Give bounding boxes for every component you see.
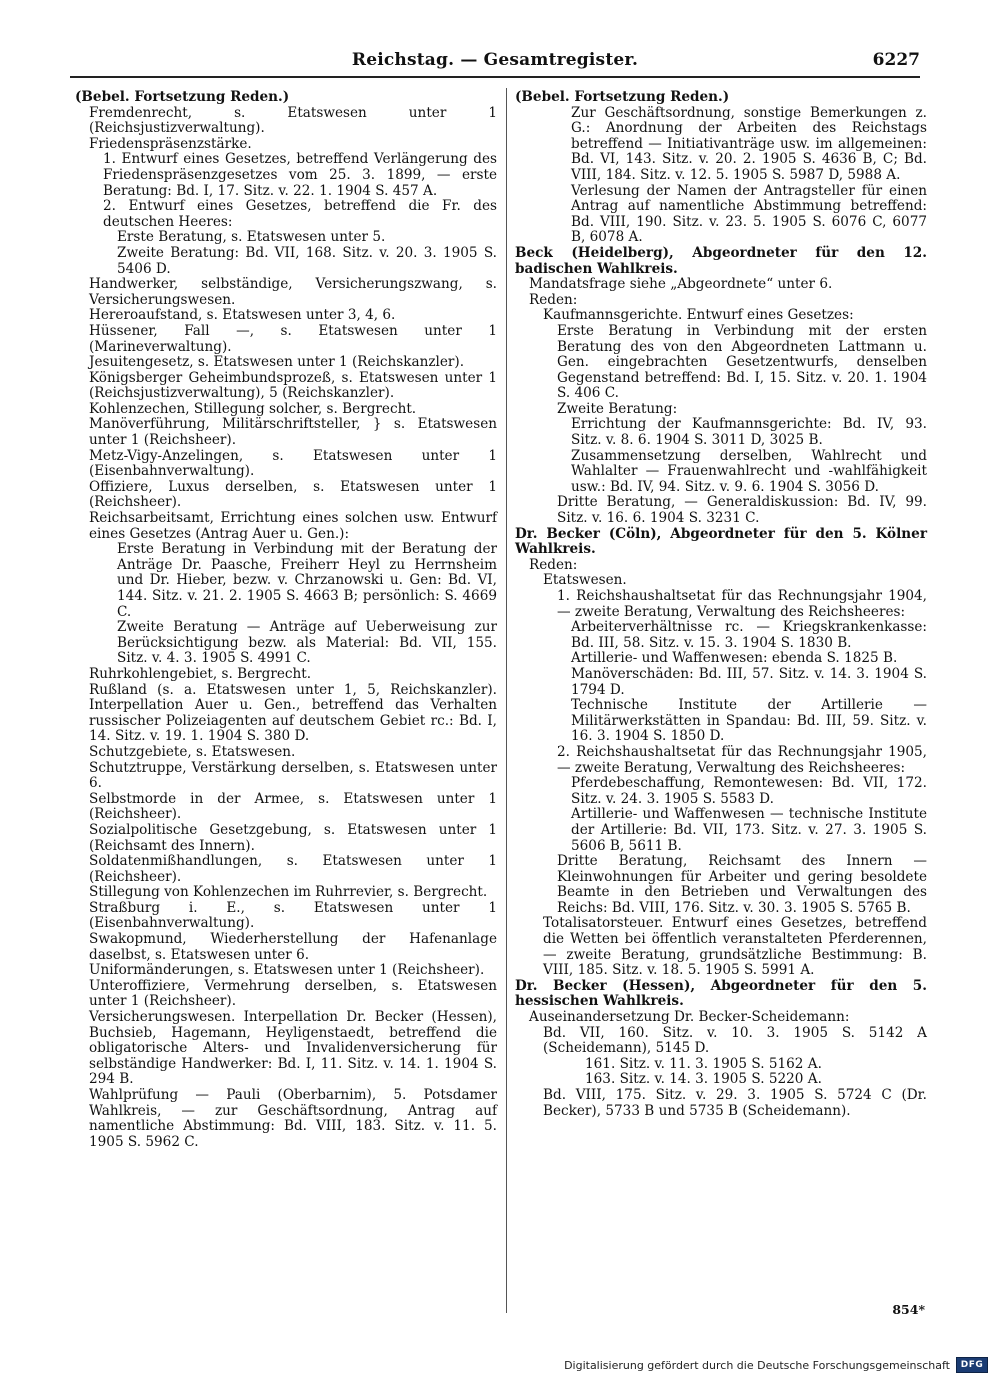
index-entry: Totalisatorsteuer. Entwurf eines Gesetzes, betreffend die Wetten bei öffentlich veranstalteten Pferderennen, — zweite Beratung, grundsätzliche Bestimmung: B. VIII, 185. Sitz. v. 18. 5. 1905 S. 5991 A. [543,915,927,979]
index-entry: 163. Sitz. v. 14. 3. 1905 S. 5220 A. [585,1071,822,1088]
index-entry: (Bebel. Fortsetzung Reden.) [75,89,290,105]
index-entry: Bd. VII, 160. Sitz. v. 10. 3. 1905 S. 5142 A (Scheidemann), 5145 D. [543,1024,927,1057]
index-entry: (Bebel. Fortsetzung Reden.) [515,89,730,105]
index-entry: Stillegung von Kohlenzechen im Ruhrrevier, s. Bergrecht. [89,884,488,901]
index-entry: Ruhrkohlengebiet, s. Bergrecht. [89,665,312,682]
page-number: 6227 [872,50,920,70]
index-entry: Pferdebeschaffung, Remontewesen: Bd. VII, 172. Sitz. v. 24. 3. 1905 S. 5583 D. [571,775,927,807]
index-entry: Uniformänderungen, s. Etatswesen unter 1 (Reichsheer). [89,962,485,979]
index-entry: Errichtung der Kaufmannsgerichte: Bd. IV, 93. Sitz. v. 8. 6. 1904 S. 3011 D, 3025 B. [571,416,927,449]
index-entry: Dr. Becker (Cöln), Abgeordneter für den 5. Kölner Wahlkreis. [515,525,927,558]
index-entry: Königsberger Geheimbundsprozeß, s. Etatswesen unter 1 (Reichsjustizverwaltung), 5 (Reichskanzler). [89,369,497,402]
index-entry: Kaufmannsgerichte. Entwurf eines Gesetzes: [543,307,854,324]
index-entry: Manöverführung, Militärschriftsteller, } s. Etatswesen unter 1 (Reichsheer). [89,416,497,449]
running-title: Reichstag. — Gesamtregister. [351,50,639,70]
index-entry: Artillerie- und Waffenwesen — technische Institute der Artillerie: Bd. VII, 173. Sitz. v. 27. 3. 1905 S. 5606 B, 5611 B. [571,806,927,854]
index-entry: 2. Entwurf eines Gesetzes, betreffend die Fr. des deutschen Heeres: [103,198,497,230]
index-entry: Handwerker, selbständige, Versicherungszwang, s. Versicherungswesen. [89,276,497,308]
index-entry: Artillerie- und Waffenwesen: ebenda S. 1825 B. [571,650,898,667]
index-entry: Metz-Vigy-Anzelingen, s. Etatswesen unter 1 (Eisenbahnverwaltung). [89,447,497,480]
index-entry: Kohlenzechen, Stillegung solcher, s. Bergrecht. [89,400,417,417]
index-entry: Fremdenrecht, s. Etatswesen unter 1 (Reichsjustizverwaltung). [89,104,497,137]
index-entry: Straßburg i. E., s. Etatswesen unter 1 (Eisenbahnverwaltung). [89,899,497,932]
index-entry: Soldatenmißhandlungen, s. Etatswesen unter 1 (Reichsheer). [89,853,497,885]
index-entry: Friedenspräsenzstärke. [89,135,252,152]
index-entry: Dr. Becker (Hessen), Abgeordneter für den 5. hessischen Wahlkreis. [515,977,927,1010]
index-entry: Erste Beratung in Verbindung mit der ersten Beratung des von den Abgeordneten Lattmann u. Gen. eingebrachten Gesetzentwurfs, denselben Gegenstand betreffend: Bd. I, 15. Sitz. v. 20. 1. 1904 S. 406 C. [557,322,927,402]
index-entry: Schutztruppe, Verstärkung derselben, s. Etatswesen unter 6. [89,759,497,792]
index-entry: Selbstmorde in der Armee, s. Etatswesen unter 1 (Reichsheer). [89,790,497,823]
index-entry: Zur Geschäftsordnung, sonstige Bemerkungen z. G.: Anordnung der Arbeiten des Reichstags betreffend — Initiativanträge usw. im allgemeinen: Bd. VI, 143. Sitz. v. 20. 2. 1905 S. 4636 B, C; Bd. VIII, 184. Sitz. v. 12. 5. 1905 S. 5987 D, 5988 A. [571,104,927,183]
index-entry: 1. Reichshaushaltsetat für das Rechnungsjahr 1904, — zweite Beratung, Verwaltung des Reichsheeres: [557,588,927,620]
index-entry: Manöverschäden: Bd. III, 57. Sitz. v. 14. 3. 1904 S. 1794 D. [571,665,927,698]
index-entry: Wahlprüfung — Pauli (Oberbarnim), 5. Potsdamer Wahlkreis, — zur Geschäftsordnung, Antrag auf namentliche Abstimmung: Bd. VIII, 183. Sitz. v. 11. 5. 1905 S. 5962 C. [89,1087,497,1150]
signature-mark: 854* [892,1302,925,1317]
index-entry: 2. Reichshaushaltsetat für das Rechnungsjahr 1905, — zweite Beratung, Verwaltung des Reichsheeres: [557,743,927,776]
index-entry: Hüssener, Fall —, s. Etatswesen unter 1 (Marineverwaltung). [89,322,497,355]
index-entry: 1. Entwurf eines Gesetzes, betreffend Verlängerung des Friedenspräsenzgesetzes vom 25. 3. 1899, — erste Beratung: Bd. I, 17. Sitz. v. 22. 1. 1904 S. 457 A. [103,151,497,199]
index-entry: Auseinandersetzung Dr. Becker-Scheidemann: [529,1009,850,1026]
index-entry: Hereroaufstand, s. Etatswesen unter 3, 4, 6. [89,307,396,324]
index-entry: 161. Sitz. v. 11. 3. 1905 S. 5162 A. [585,1055,822,1072]
index-entry: Jesuitengesetz, s. Etatswesen unter 1 (Reichskanzler). [89,354,465,371]
dfg-logo-icon: DFG [956,1357,988,1373]
right-column [515,90,927,1119]
index-entry: Reden: [529,556,578,573]
index-entry: Zweite Beratung: [557,400,678,417]
index-entry: Rußland (s. a. Etatswesen unter 1, 5, Reichskanzler). Interpellation Auer u. Gen., betreffend das Verhalten russischer Polizeiagenten auf deutschem Gebiet rc.: Bd. I, 14. Sitz. v. 19. 1. 1904 S. 380 D. [89,681,497,745]
index-entry: Mandatsfrage siehe „Abgeordnete“ unter 6. [529,276,833,293]
footer [564,1357,988,1373]
index-entry: Verlesung der Namen der Antragsteller für einen Antrag auf namentliche Abstimmung betreffend: Bd. VIII, 190. Sitz. v. 23. 5. 1905 S. 6076 C, 6077 B, 6078 A. [571,182,927,246]
index-entry: Technische Institute der Artillerie — Militärwerkstätten in Spandau: Bd. III, 59. Sitz. v. 16. 3. 1904 S. 1850 D. [571,697,927,745]
index-entry: Dritte Beratung, — Generaldiskussion: Bd. IV, 99. Sitz. v. 16. 6. 1904 S. 3231 C. [557,494,927,527]
index-entry: Versicherungswesen. Interpellation Dr. Becker (Hessen), Buchsieb, Hagemann, Heyligenstaedt, betreffend die obligatorische Alters- und Invalidenversicherung für selbständige Handwerker: Bd. I, 11. Sitz. v. 14. 1. 1904 S. 294 B. [89,1009,497,1088]
index-entry: Swakopmund, Wiederherstellung der Hafenanlage daselbst, s. Etatswesen unter 6. [89,931,497,963]
index-entry: Reichsarbeitsamt, Errichtung eines solchen usw. Entwurf eines Gesetzes (Antrag Auer u. Gen.): [89,510,497,542]
index-entry: Beck (Heidelberg), Abgeordneter für den 12. badischen Wahlkreis. [515,244,927,277]
left-column [75,90,497,1150]
page-header [70,48,920,78]
index-entry: Offiziere, Luxus derselben, s. Etatswesen unter 1 (Reichsheer). [89,478,497,511]
index-entry: Zweite Beratung: Bd. VII, 168. Sitz. v. 20. 3. 1905 S. 5406 D. [117,244,497,277]
index-entry: Erste Beratung in Verbindung mit der Beratung der Anträge Dr. Paasche, Freiherr Heyl zu Herrnsheim und Dr. Hieber, bezw. v. Chrzanowski u. Gen: Bd. VI, 144. Sitz. v. 21. 2. 1905 S. 4663 B; persönlich: S. 4669 C. [117,541,497,620]
index-entry: Dritte Beratung, Reichsamt des Innern — Kleinwohnungen für Arbeiter und gering besoldete Beamte in den Betrieben und Verwaltungen des Reichs: Bd. VIII, 176. Sitz. v. 30. 3. 1905 S. 5765 B. [557,853,927,916]
index-entry: Erste Beratung, s. Etatswesen unter 5. [117,229,386,246]
index-entry: Unteroffiziere, Vermehrung derselben, s. Etatswesen unter 1 (Reichsheer). [89,977,497,1010]
index-entry: Schutzgebiete, s. Etatswesen. [89,743,296,760]
index-entry: Etatswesen. [543,572,627,589]
column-divider [506,88,507,1313]
footer-text: Digitalisierung gefördert durch die Deutsche Forschungsgemeinschaft [564,1358,950,1372]
index-entry: Reden: [529,291,578,308]
index-entry: Arbeiterverhältnisse rc. — Kriegskrankenkasse: Bd. III, 58. Sitz. v. 15. 3. 1904 S. 1830 B. [571,619,927,651]
index-entry: Bd. VIII, 175. Sitz. v. 29. 3. 1905 S. 5724 C (Dr. Becker), 5733 B und 5735 B (Scheidemann). [543,1087,927,1119]
index-entry: Sozialpolitische Gesetzgebung, s. Etatswesen unter 1 (Reichsamt des Innern). [89,821,497,854]
index-entry: Zusammensetzung derselben, Wahlrecht und Wahlalter — Frauenwahlrecht und -wahlfähigkeit usw.: Bd. IV, 94. Sitz. v. 9. 6. 1904 S. 3056 D. [571,447,927,495]
index-entry: Zweite Beratung — Anträge auf Ueberweisung zur Berücksichtigung bezw. als Material: Bd. VII, 155. Sitz. v. 4. 3. 1905 S. 4991 C. [117,619,497,667]
